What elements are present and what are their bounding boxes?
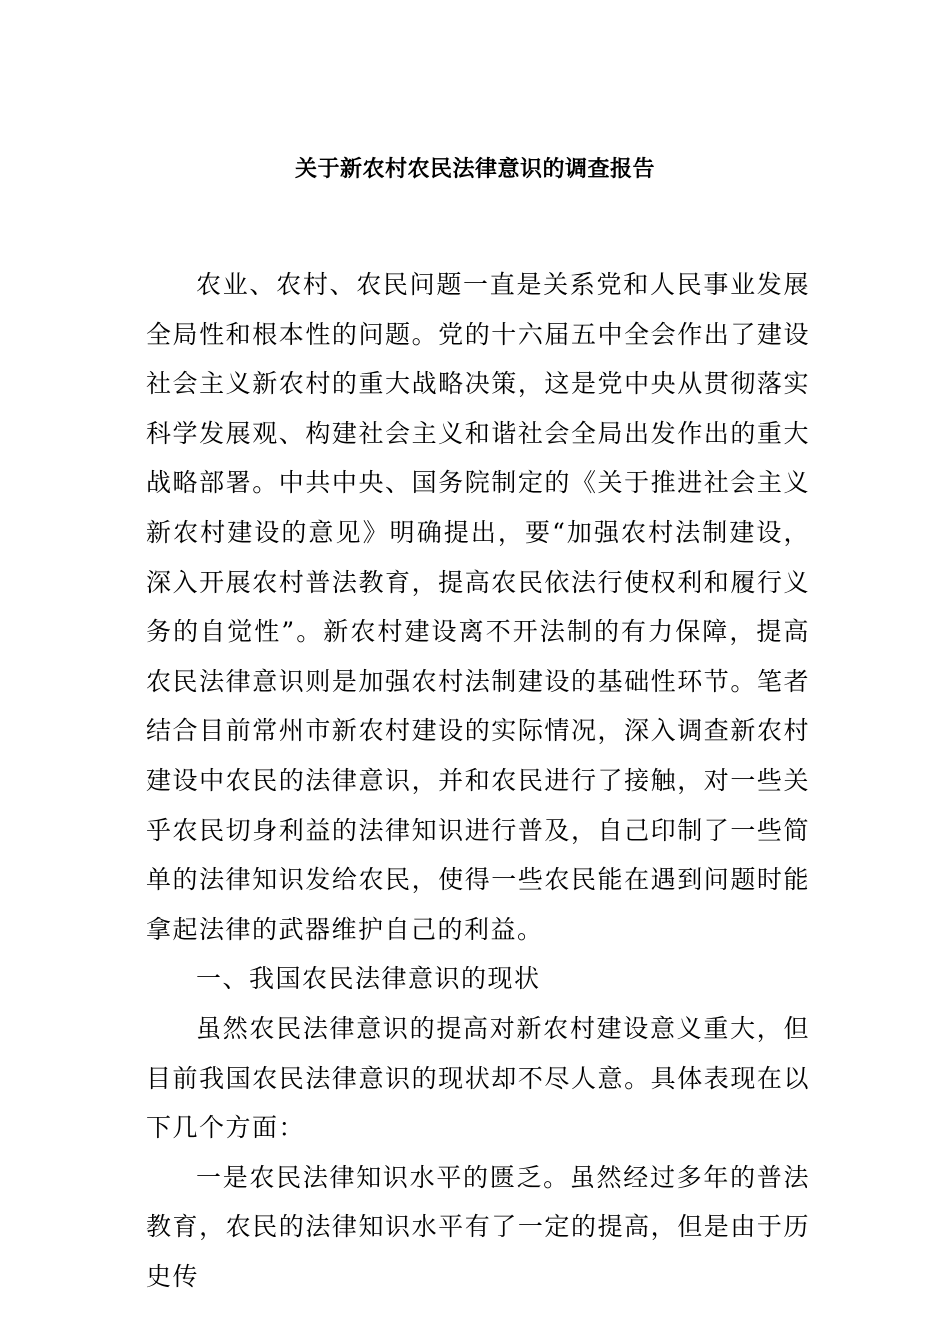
- document-body: [146, 260, 810, 1301]
- section-heading: 一、我国农民法律意识的现状: [196, 964, 541, 994]
- paragraph-intro: 农业、农村、农民问题一直是关系党和人民事业发展全局性和根本性的问题。党的十六届五中全会作出了建设社会主义新农村的重大战略决策，这是党中央从贯彻落实科学发展观、构建社会主义和谐社会全局出发作出的重大战略部署。中共中央、国务院制定的《关于推进社会主义新农村建设的意见》明确提出，要“加强农村法制建设，深入开展农村普法教育，提高农民依法行使权利和履行义务的自觉性”。新农村建设离不开法制的有力保障，提高农民法律意识则是加强农村法制建设的基础性环节。笔者结合目前常州市新农村建设的实际情况，深入调查新农村建设中农民的法律意识，并和农民进行了接触，对一些关乎农民切身利益的法律知识进行普及，自己印制了一些简单的法律知识发给农民，使得一些农民能在遇到问题时能拿起法律的武器维护自己的利益。: [146, 270, 810, 944]
- paragraph-point-one: 一是农民法律知识水平的匮乏。虽然经过多年的普法教育，农民的法律知识水平有了一定的提高，但是由于历史传: [146, 1162, 810, 1291]
- paragraph-status: 虽然农民法律意识的提高对新农村建设意义重大，但目前我国农民法律意识的现状却不尽人意。具体表现在以下几个方面：: [146, 1013, 810, 1143]
- document-title: 关于新农村农民法律意识的调查报告: [294, 157, 655, 182]
